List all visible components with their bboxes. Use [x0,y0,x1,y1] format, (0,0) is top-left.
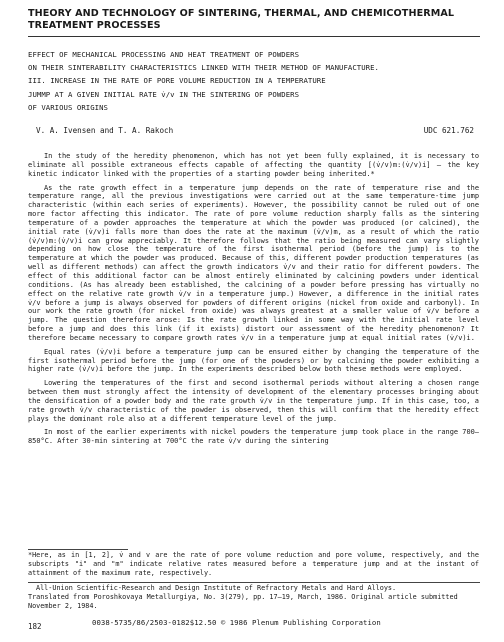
body-paragraph: In the study of the heredity phenomenon, which has not yet been fully explained, it is necessary to eliminate all possible extraneous effects capable of affecting the quantity [(v̇/v)m:(v̇/v)i] – the key kinetic indicator linked with the properties of a starting powder being inherited.* [28,152,479,178]
authors: V. A. Ivensen and T. A. Rakoch [36,126,174,135]
article-title-line: JUMMP AT A GIVEN INITIAL RATE v̇/v IN THE SINTERING OF POWDERS [28,89,300,99]
heading-divider [28,36,480,37]
article-title-line: ON THEIR SINTERABILITY CHARACTERISTICS LINKED WITH THEIR METHOD OF MANUFACTURE. [28,63,380,73]
affiliation-line: All-Union Scientific-Research and Design Institute of Refractory Metals and Hard Alloys. [36,584,397,592]
copyright-line: 0038-5735/86/2503-0182$12.50 © 1986 Plenum Publishing Corporation [92,618,381,627]
article-title-line: OF VARIOUS ORIGINS [28,102,108,112]
body-paragraph: As the rate growth effect in a temperature jump depends on the rate of temperature rise and the temperature range, all the previous investigations were carried out at the same temperature-time jump characteristic (within each series of experiments). However, the possibility cannot be ruled out of one more factor affecting this indicator. The rate of pore volume reduction sharply falls as the sintering temperature of a powder approaches the temperature at which the powder was produced (or calcined), the initial rate (v̇/v)i falls more than does the rate at the maximum (v̇/v)m, as a result of which the ratio (v̇/v)m:(v̇/v)i can grow appreciably. It therefore follows that the ratio being measured can vary slightly depending on how close the temperature of the first isothermal period (before the jump) is to the temperature at which the powder was produced. Because of this, different powder production temperatures (as well as different methods) can affect the growth indicators v̇/v and their ratio for different powders. The effect of this additional factor can be almost entirely eliminated by calcining powders under identical conditions. (As has already been established, the calcining of a powder before pressing has virtually no effect on the relative rate growth v̇/v in a temperature jump.) However, a difference in the initial rates v̇/v before a jump is always observed for powders of different origins (nickel from oxide and carbonyl). In our work the rate growth (for nickel from oxide) was always greatest at a smaller value of v̇/v before a jump. The question therefore arose: Is the rate growth linked in some way with the initial rate level before a jump and does this link (if it exists) distort our assessment of the heredity phenomenon? It therefore became necessary to compare growth rates v̇/v in a temperature jump at equal initial rates (v̇/v)i. [28,183,479,342]
article-title-line: EFFECT OF MECHANICAL PROCESSING AND HEAT TREATMENT OF POWDERS [28,50,300,59]
page-number: 182 [28,622,42,631]
section-heading-line: TREATMENT PROCESSES [28,19,161,31]
footnote-divider [28,549,128,550]
affiliation-divider [28,582,480,583]
section-heading-line: THEORY AND TECHNOLOGY OF SINTERING, THERMAL, AND CHEMICOTHERMAL [28,8,455,19]
footnote: *Here, as in [1, 2], v̇ and v are the rate of pore volume reduction and pore volume, respectively, and the subscripts "i" and "m" indicate relative rates measured before a temperature jump and at the instant of attainment of the maximum rate, respectively. [28,551,479,577]
body-paragraph: Equal rates (v̇/v)i before a temperature jump can be ensured either by changing the temperature of the first isothermal period before the jump (for one of the powders) or by calcining the powder exhibiting a higher rate (v̇/v)i before the jump. In the experiments described below both these methods were employed. [28,347,479,374]
section-heading [28,8,478,31]
udc-code: UDC 621.762 [423,126,474,135]
article-title-line: III. INCREASE IN THE RATE OF PORE VOLUME REDUCTION IN A TEMPERATURE [28,76,326,86]
article-body [28,152,479,451]
affiliation-block [28,584,479,610]
body-paragraph: Lowering the temperatures of the first and second isothermal periods without altering a chosen range between them must strongly affect the intensity of development of the elementary processes bringing about the densification of a powder body and the rate growth v̇/v in the temperature jump. If in this case, too, a rate growth v̇/v characteristic of the powder is observed, then this will confirm that the heredity effect plays the dominant role also at a different temperature level of the jump. [28,379,479,423]
body-paragraph: In most of the earlier experiments with nickel powders the temperature jump took place in the range 700–850°C. After 30-min sintering at 700°C the rate v̇/v during the sintering [28,428,479,446]
translation-note: Translated from Poroshkovaya Metallurgiya, No. 3(279), pp. 17–19, March, 1986. Original article submitted November 2, 1984. [28,592,458,610]
article-title [28,48,488,114]
